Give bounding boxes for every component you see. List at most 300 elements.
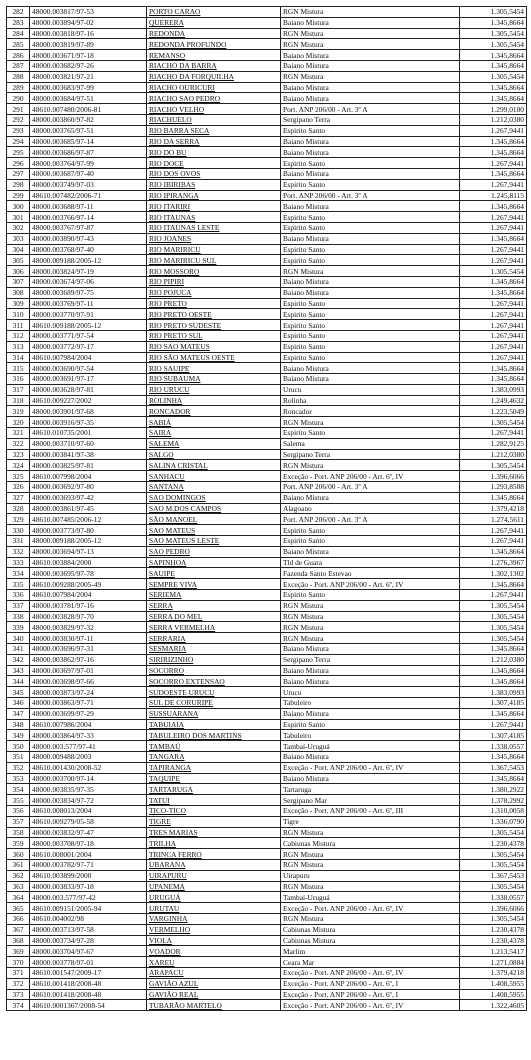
row-number-cell: 311 [7,320,30,331]
field-name-cell [147,71,281,82]
process-number-cell: 48610.009227/2002 [30,395,147,406]
price-value-cell: 1.267,9441 [460,428,527,439]
price-value-cell: 1.305,5454 [460,39,527,50]
reference-oil-cell: RGN Mistura [281,827,460,838]
field-name-cell [147,28,281,39]
reference-oil-cell: Tambaí-Uruguá [281,892,460,903]
reference-oil-cell: Espirito Santo [281,330,460,341]
process-number-cell: 48000.003628/97-81 [30,384,147,395]
row-number-cell: 365 [7,903,30,914]
table-row [7,687,527,698]
price-value-cell: 1.378,2992 [460,795,527,806]
price-value-cell: 1.383,0993 [460,384,527,395]
table-row [7,309,527,320]
price-value-cell: 1.305,5454 [460,622,527,633]
field-name-text: TICO-TICO [149,806,186,816]
price-value-cell: 1.338,0557 [460,741,527,752]
table-row [7,287,527,298]
field-name-text: SAIRA [149,428,172,438]
field-name-cell [147,168,281,179]
reference-oil-cell: Marlim [281,946,460,957]
row-number-cell: 358 [7,827,30,838]
process-number-cell: 48610.008013/2004 [30,805,147,816]
table-row [7,39,527,50]
price-value-cell: 1.212,0380 [460,654,527,665]
table-row [7,903,527,914]
process-number-cell: 48000.003769/97-11 [30,298,147,309]
price-value-cell: 1.276,3967 [460,557,527,568]
row-number-cell: 346 [7,698,30,709]
field-name-text: SÃO MANOEL [149,514,198,524]
row-number-cell: 304 [7,244,30,255]
field-name-text: SUL DE CORURIPE [149,698,213,708]
row-number-cell: 322 [7,438,30,449]
process-number-cell: 48000.003860/97-82 [30,114,147,125]
reference-oil-cell: Tabuleiro [281,698,460,709]
field-name-text: TIGRE [149,817,171,827]
price-value-cell: 1.408,5955 [460,978,527,989]
price-value-cell: 1.345,8664 [460,363,527,374]
field-name-cell [147,50,281,61]
field-name-cell [147,266,281,277]
field-name-cell [147,741,281,752]
process-number-cell: 48000.003.577/97-41 [30,741,147,752]
table-row [7,622,527,633]
price-value-cell: 1.267,9441 [460,158,527,169]
price-value-cell: 1.345,8664 [460,708,527,719]
field-name-cell [147,438,281,449]
process-number-cell: 48610.007984/2004 [30,352,147,363]
field-name-text: SERRA [149,601,173,611]
field-name-cell [147,60,281,71]
field-name-text: SUDOESTE URUCU [149,687,215,697]
reference-oil-cell: RGN Mistura [281,622,460,633]
field-name-cell [147,158,281,169]
row-number-cell: 333 [7,557,30,568]
field-name-cell [147,104,281,115]
reference-oil-cell: Cabiunas Mistura [281,935,460,946]
field-name-text: TUBARÃO MARTELO [149,1000,222,1010]
reference-oil-cell: Espirito Santo [281,244,460,255]
row-number-cell: 355 [7,795,30,806]
reference-oil-cell: Urucu [281,687,460,698]
table-row [7,114,527,125]
field-name-cell [147,374,281,385]
row-number-cell: 357 [7,816,30,827]
process-number-cell: 48000.003690/97-54 [30,363,147,374]
price-value-cell: 1.345,8664 [460,233,527,244]
row-number-cell: 344 [7,676,30,687]
row-number-cell: 354 [7,784,30,795]
reference-oil-cell: Espirito Santo [281,428,460,439]
table-row [7,406,527,417]
process-number-cell: 48000.003704/97-67 [30,946,147,957]
table-row [7,28,527,39]
row-number-cell: 349 [7,730,30,741]
price-value-cell: 1.267,9441 [460,590,527,601]
reference-oil-cell: RGN Mistura [281,633,460,644]
process-number-cell: 48000.003686/97-87 [30,147,147,158]
price-value-cell: 1.267,9441 [460,341,527,352]
process-number-cell: 48000.003689/97-75 [30,287,147,298]
field-name-cell [147,428,281,439]
field-name-text: ARAPACU [149,968,184,978]
field-name-text: RIACHO VELHO [149,104,205,114]
field-name-text: SAO MATEUS LESTE [149,536,220,546]
price-value-cell: 1.267,9441 [460,255,527,266]
row-number-cell: 290 [7,93,30,104]
field-name-text: RIO ITAUNAS [149,212,196,222]
price-value-cell: 1.345,8664 [460,773,527,784]
table-row [7,492,527,503]
process-number-cell: 48000.003781/97-16 [30,600,147,611]
field-name-text: RIO MARIRICU [149,244,201,254]
row-number-cell: 332 [7,546,30,557]
field-name-cell [147,633,281,644]
reference-oil-cell: Sergipano Terra [281,114,460,125]
price-value-cell: 1.267,9441 [460,179,527,190]
table-row [7,17,527,28]
reference-oil-cell: Espirito Santo [281,255,460,266]
field-name-text: GAVIÃO AZUL [149,979,199,989]
table-row [7,147,527,158]
table-row [7,244,527,255]
table-row [7,212,527,223]
process-number-cell: 48000.003696/97-31 [30,644,147,655]
process-number-cell: 48000.009188/2005-12 [30,536,147,547]
process-number-cell: 48000.003818/97-16 [30,28,147,39]
price-value-cell: 1.305,5454 [460,600,527,611]
table-row [7,730,527,741]
row-number-cell: 348 [7,719,30,730]
process-number-cell: 48000.003841/97-38 [30,449,147,460]
price-value-cell: 1.305,5454 [460,913,527,924]
row-number-cell: 366 [7,913,30,924]
field-name-cell [147,93,281,104]
field-name-cell [147,536,281,547]
field-name-cell [147,546,281,557]
table-row [7,201,527,212]
row-number-cell: 331 [7,536,30,547]
reference-oil-cell: Rolinha [281,395,460,406]
reference-oil-cell: Baiano Mistura [281,147,460,158]
reference-oil-cell: Ceara Mar [281,957,460,968]
row-number-cell: 282 [7,7,30,18]
process-number-cell: 48000.003699/97-29 [30,708,147,719]
field-name-cell [147,449,281,460]
price-value-cell: 1.345,8664 [460,60,527,71]
price-value-cell: 1.338,0557 [460,892,527,903]
field-name-text: TANGARA [149,752,185,762]
field-name-cell [147,881,281,892]
reference-oil-cell: Espirito Santo [281,179,460,190]
field-name-text: SESMARIA [149,644,187,654]
reference-oil-cell: Exceção - Port. ANP 206/00 - Art. 6º, IV [281,471,460,482]
field-name-text: RIO SAO MATEUS [149,342,210,352]
table-row [7,838,527,849]
field-name-text: SAO DOMINGOS [149,493,206,503]
row-number-cell: 342 [7,654,30,665]
price-value-cell: 1.396,6066 [460,903,527,914]
row-number-cell: 338 [7,611,30,622]
price-value-cell: 1.271,0884 [460,957,527,968]
field-name-text: RIO ITARIRI [149,201,191,211]
reference-oil-cell: Tambaí-Uruguá [281,741,460,752]
row-number-cell: 310 [7,309,30,320]
table-row [7,859,527,870]
process-number-cell: 48000.003684/97-51 [30,93,147,104]
row-number-cell: 326 [7,482,30,493]
table-row [7,82,527,93]
price-value-cell: 1.367,5453 [460,762,527,773]
table-row [7,557,527,568]
reference-oil-cell: Exceção - Port. ANP 206/00 - Art. 6º, I [281,989,460,1000]
table-row [7,320,527,331]
process-number-cell: 48610.004002/98 [30,913,147,924]
field-name-text: TRILHA [149,838,177,848]
field-name-cell [147,352,281,363]
field-name-text: UBARANA [149,860,186,870]
reference-oil-cell: Espirito Santo [281,309,460,320]
table-row [7,384,527,395]
table-row [7,676,527,687]
price-value-cell: 1.345,8664 [460,147,527,158]
row-number-cell: 370 [7,957,30,968]
field-name-cell [147,913,281,924]
field-name-cell [147,190,281,201]
row-number-cell: 345 [7,687,30,698]
field-name-text: PORTO CARAO [149,7,201,17]
reference-oil-cell: Roncador [281,406,460,417]
table-row [7,352,527,363]
row-number-cell: 289 [7,82,30,93]
field-name-text: SERIEMA [149,590,182,600]
field-name-cell [147,460,281,471]
field-name-cell [147,892,281,903]
field-name-cell [147,600,281,611]
field-name-text: RIO PRETO SUL [149,331,203,341]
row-number-cell: 334 [7,568,30,579]
reference-oil-cell: Baiano Mistura [281,233,460,244]
table-row [7,428,527,439]
price-value-cell: 1.345,8664 [460,665,527,676]
row-number-cell: 320 [7,417,30,428]
price-value-cell: 1.267,9441 [460,125,527,136]
reference-oil-cell: Port. ANP 206/00 - Art. 3º A [281,514,460,525]
field-name-cell [147,492,281,503]
table-row [7,503,527,514]
field-name-text: RIO PRETO SUDESTE [149,320,222,330]
field-name-cell [147,557,281,568]
process-number-cell: 48000.003825/97-81 [30,460,147,471]
process-number-cell: 48000.003734/97-28 [30,935,147,946]
reference-oil-cell: Port. ANP 206/00 - Art. 3º A [281,190,460,201]
process-number-cell: 48000.003692/97-80 [30,482,147,493]
row-number-cell: 356 [7,805,30,816]
reference-oil-cell: Cabiunas Mistura [281,838,460,849]
price-value-cell: 1.345,8664 [460,676,527,687]
row-number-cell: 327 [7,492,30,503]
field-name-text: ROLINHA [149,396,183,406]
row-number-cell: 373 [7,989,30,1000]
field-name-cell [147,687,281,698]
price-value-cell: 1.322,4605 [460,1000,527,1011]
row-number-cell: 312 [7,330,30,341]
field-name-cell [147,611,281,622]
price-value-cell: 1.267,9441 [460,309,527,320]
field-name-text: RIO IPIRANGA [149,190,199,200]
reference-oil-cell: Urucu [281,384,460,395]
process-number-cell: 48610.007984/2004 [30,590,147,601]
field-name-text: SALINA CRISTAL [149,460,208,470]
table-row [7,719,527,730]
price-value-cell: 1.380,2922 [460,784,527,795]
table-row [7,482,527,493]
reference-oil-cell: Espirito Santo [281,341,460,352]
field-name-text: VERMELHO [149,925,191,935]
field-name-text: RIO IBIRIBAS [149,180,196,190]
field-name-text: RIO PRETO OESTE [149,309,212,319]
reference-oil-cell: Tigre [281,816,460,827]
price-value-cell: 1.305,5454 [460,28,527,39]
field-name-cell [147,395,281,406]
field-name-text: RIO DOCE [149,158,184,168]
price-value-cell: 1.230,4378 [460,838,527,849]
process-number-cell: 48610.009288/2005-49 [30,579,147,590]
table-row [7,913,527,924]
field-name-text: UPANEMA [149,881,185,891]
process-number-cell: 48000.003771/97-54 [30,330,147,341]
table-row [7,924,527,935]
reference-oil-cell: Baiano Mistura [281,665,460,676]
row-number-cell: 372 [7,978,30,989]
process-number-cell: 48000.003832/97-47 [30,827,147,838]
table-row [7,449,527,460]
field-name-text: SANHACU [149,471,185,481]
row-number-cell: 330 [7,525,30,536]
row-number-cell: 292 [7,114,30,125]
price-value-cell: 1.305,5454 [460,827,527,838]
field-name-cell [147,989,281,1000]
table-row [7,816,527,827]
row-number-cell: 364 [7,892,30,903]
process-number-cell: 48000.003772/97-17 [30,341,147,352]
process-number-cell: 48000.003862/97-16 [30,654,147,665]
table-row [7,266,527,277]
price-value-cell: 1.293,8588 [460,482,527,493]
process-number-cell: 48000.003700/97-14 [30,773,147,784]
price-value-cell: 1.267,9441 [460,212,527,223]
price-value-cell: 1.345,8664 [460,287,527,298]
row-number-cell: 288 [7,71,30,82]
reference-oil-cell: Espirito Santo [281,125,460,136]
reference-oil-cell: Baiano Mistura [281,708,460,719]
field-name-text: SERRA VERMELHA [149,622,216,632]
row-number-cell: 351 [7,751,30,762]
row-number-cell: 284 [7,28,30,39]
reference-oil-cell: Sergipano Terra [281,449,460,460]
table-row [7,881,527,892]
table-row [7,460,527,471]
table-row [7,125,527,136]
row-number-cell: 329 [7,514,30,525]
field-name-cell [147,39,281,50]
table-row [7,708,527,719]
row-number-cell: 347 [7,708,30,719]
row-number-cell: 316 [7,374,30,385]
row-number-cell: 302 [7,222,30,233]
price-value-cell: 1.267,9441 [460,244,527,255]
price-value-cell: 1.408,5955 [460,989,527,1000]
field-name-cell [147,125,281,136]
table-row [7,341,527,352]
reference-oil-cell: Espirito Santo [281,298,460,309]
price-value-cell: 1.345,8664 [460,168,527,179]
row-number-cell: 343 [7,665,30,676]
process-number-cell: 48000.003901/97-68 [30,406,147,417]
table-row [7,136,527,147]
field-name-cell [147,503,281,514]
reference-oil-cell: RGN Mistura [281,913,460,924]
process-number-cell: 48610.009151/2005-94 [30,903,147,914]
process-number-cell: 48000.003873/97-24 [30,687,147,698]
field-name-text: SAO PEDRO [149,547,190,557]
field-name-text: RIO DO BU [149,147,187,157]
reference-oil-cell: Espirito Santo [281,590,460,601]
row-number-cell: 305 [7,255,30,266]
table-row [7,222,527,233]
reference-oil-cell: Baiano Mistura [281,287,460,298]
field-name-text: TRINCA FERRO [149,849,202,859]
field-name-cell [147,719,281,730]
reference-oil-cell: RGN Mistura [281,881,460,892]
reference-oil-cell: RGN Mistura [281,460,460,471]
price-value-cell: 1.212,0380 [460,449,527,460]
process-number-cell: 48610.007482/2006-71 [30,190,147,201]
field-name-text: SERRARIA [149,633,186,643]
row-number-cell: 283 [7,17,30,28]
field-name-cell [147,384,281,395]
table-row [7,611,527,622]
row-number-cell: 369 [7,946,30,957]
field-name-cell [147,244,281,255]
field-name-cell [147,838,281,849]
row-number-cell: 296 [7,158,30,169]
field-name-cell [147,590,281,601]
reference-oil-cell: RGN Mistura [281,600,460,611]
table-row [7,989,527,1000]
table-row [7,795,527,806]
field-name-cell [147,17,281,28]
field-name-cell [147,773,281,784]
reference-oil-cell: Baiano Mistura [281,82,460,93]
process-number-cell: 48000.003688/97-11 [30,201,147,212]
process-number-cell: 48000.003890/97-43 [30,233,147,244]
process-number-cell: 48610.007485/2006-12 [30,514,147,525]
process-number-cell: 48000.009488/2003 [30,751,147,762]
row-number-cell: 287 [7,60,30,71]
row-number-cell: 297 [7,168,30,179]
field-name-cell [147,665,281,676]
field-name-text: RIO MARIRICU SUL [149,255,217,265]
reference-oil-cell: Exceção - Port. ANP 206/00 - Art. 6º, IV [281,762,460,773]
field-name-text: XAREU [149,957,175,967]
reference-oil-cell: Baiano Mistura [281,773,460,784]
reference-oil-cell: Cabiunas Mistura [281,924,460,935]
price-value-cell: 1.345,8664 [460,17,527,28]
process-number-cell: 48610.010735/2001 [30,428,147,439]
reference-oil-cell: Espirito Santo [281,222,460,233]
